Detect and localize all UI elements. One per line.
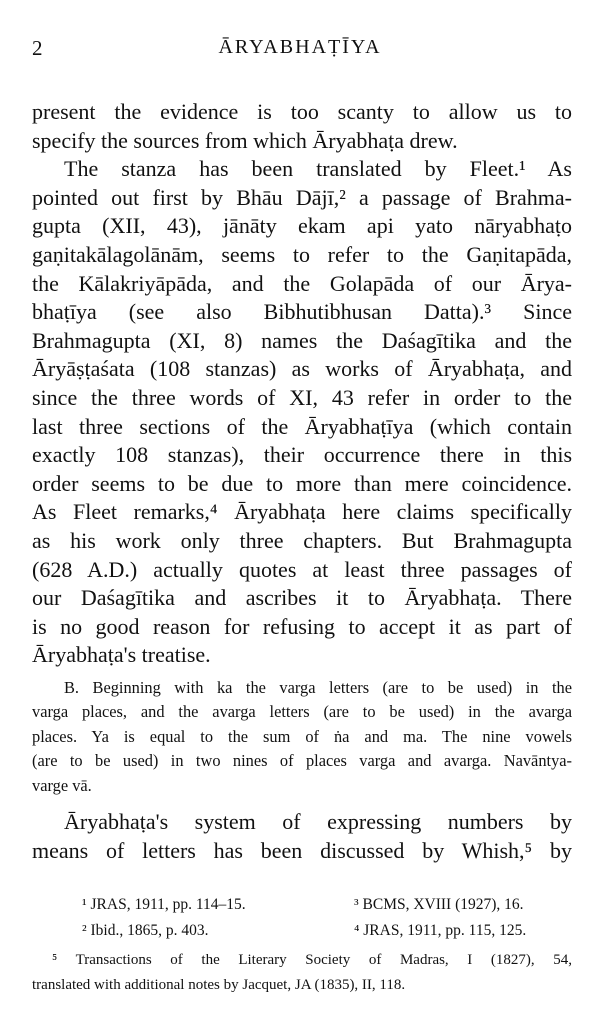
stanza-line: varga places, and the avarga letters (are to be used) in the avarga — [32, 702, 572, 722]
text-line: order seems to be due to more than mere coincidence. — [32, 470, 572, 496]
text-line: means of letters has been discussed by Whish,⁵ by — [32, 837, 572, 863]
text-line: our Daśagītika and ascribes it to Āryabhaṭa. There — [32, 585, 572, 611]
body-text — [32, 98, 572, 866]
footnote-3: ³ BCMS, XVIII (1927), 16. — [354, 896, 524, 913]
text-line: exactly 108 stanzas), their occurrence there in this — [32, 442, 572, 468]
stanza-line: varge vā. — [32, 775, 92, 795]
text-line: is no good reason for refusing to accept it as part of — [32, 613, 572, 639]
footnote-row — [32, 896, 572, 922]
footnotes — [32, 896, 572, 998]
text-line: since the three words of XI, 43 refer in order to the — [32, 384, 572, 410]
text-line: last three sections of the Āryabhaṭīya (which contain — [32, 413, 572, 439]
footnote-5-continued: translated with additional notes by Jacquet, JA (1835), II, 118. — [32, 977, 406, 993]
text-line: The stanza has been translated by Fleet.¹ As — [64, 156, 572, 182]
page-header — [32, 36, 568, 68]
stanza-translation — [32, 676, 572, 799]
footnote-2: ² Ibid., 1865, p. 403. — [82, 922, 209, 939]
text-line: the Kālakriyāpāda, and the Golapāda of our Ārya- — [32, 270, 572, 296]
paragraph-3 — [32, 808, 572, 865]
text-line: bhaṭīya (see also Bibhutibhusan Datta).³ Since — [32, 299, 572, 325]
text-line: gaṇitakālagolānām, seems to refer to the Gaṇitapāda, — [32, 241, 572, 267]
text-line: as his work only three chapters. But Brahmagupta — [32, 527, 572, 553]
stanza-line: B. Beginning with ka the varga letters (are to be used) in the — [64, 677, 572, 697]
text-line: present the evidence is too scanty to allow us to — [32, 99, 572, 124]
stanza-line: (are to be used) in two nines of places varga and avarga. Navāntya- — [32, 751, 572, 771]
footnote-1: ¹ JRAS, 1911, pp. 114–15. — [82, 896, 246, 913]
footnote-4: ⁴ JRAS, 1911, pp. 115, 125. — [354, 922, 527, 939]
text-line: As Fleet remarks,⁴ Āryabhaṭa here claims specifically — [32, 499, 572, 525]
text-line: Brahmagupta (XI, 8) names the Daśagītika and the — [32, 327, 572, 353]
text-line: gupta (XII, 43), jānāty ekam api yato nāryabhaṭo — [32, 213, 572, 239]
text-line: Āryabhaṭa's treatise. — [32, 642, 211, 668]
paragraph-1 — [32, 98, 572, 155]
paragraph-2 — [32, 155, 572, 670]
footnote-row — [32, 922, 572, 948]
running-head: ĀRYABHAṬĪYA — [218, 36, 382, 58]
footnote-5: ⁵ Transactions of the Literary Society of Madras, I (1827), 54, — [52, 952, 572, 968]
text-line: specify the sources from which Āryabhaṭa drew. — [32, 127, 458, 153]
text-line: Āryabhaṭa's system of expressing numbers by — [64, 809, 572, 835]
text-line: pointed out first by Bhāu Dājī,² a passage of Brahma- — [32, 184, 572, 210]
page-number: 2 — [32, 36, 43, 60]
text-line: Āryāṣṭaśata (108 stanzas) as works of Āryabhaṭa, and — [32, 356, 572, 382]
text-line: (628 A.D.) actually quotes at least three passages of — [32, 556, 572, 582]
stanza-line: places. Ya is equal to the sum of ṅa and ma. The nine vowels — [32, 726, 572, 746]
